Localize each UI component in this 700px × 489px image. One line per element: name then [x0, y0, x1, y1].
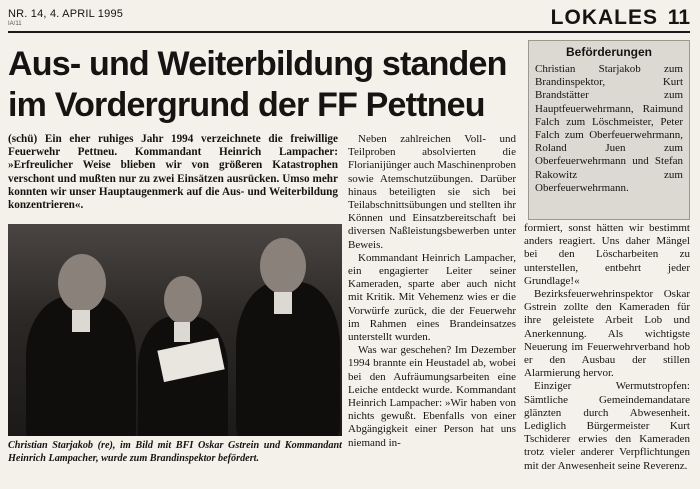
article-headline — [8, 44, 518, 126]
headline-line-2: im Vordergrund der FF Pettneu — [8, 86, 485, 124]
promotions-text: Christian Starjakob zum Brandinspektor, Kurt Brandstätter zum Hauptfeuerwehrmann, Raimund Falch zum Löschmeister, Peter Falch zum Oberfeuerwehrmann, Roland Juen zum Oberfeuerwehrmann und Stefan Rakowitz zum Oberfeuerwehrmann. — [535, 63, 683, 194]
page-code: IA/11 — [8, 21, 22, 27]
paragraph: Was war geschehen? Im Dezember 1994 brannte ein Heustadel ab, wobei bei den Aufräumungsarbeiten eine Leiche entdeckt wurde. Kommandant Heinrich Lampacher: »Wir haben von nichts gewußt. Ebenfalls von einer Abgängigkeit einer Person hat uns niemand in- — [348, 344, 516, 449]
person-right-collar — [274, 292, 292, 314]
page-number: 11 — [667, 6, 690, 29]
headline-line-1: Aus- und Weiterbildung standen — [8, 45, 507, 83]
promotions-title: Beförderungen — [565, 45, 652, 59]
paragraph: formiert, sonst hätten wir bestimmt anders reagiert. Uns daher Mängel bei den Löscharbeiten zu unterstellen, entbehrt jeder Grundlage!« — [524, 222, 690, 287]
issue-date: NR. 14, 4. APRIL 1995 — [8, 8, 124, 20]
person-middle-head — [164, 276, 202, 324]
person-left-collar — [72, 310, 90, 332]
person-left-head — [58, 254, 106, 312]
paragraph: Einziger Wermutstropfen: Sämtliche Gemeindemandatare glänzten durch Abwesenheit. Lediglich Bürgermeister Kurt Tschiderer erwies den Kameraden trotz vieler anderer Verpflichtungen mit der Anwesenheit seine Reverenz. — [524, 380, 690, 472]
header-divider — [8, 31, 690, 33]
person-middle-collar — [174, 322, 190, 342]
photo-caption: Christian Starjakob (re), im Bild mit BFI Oskar Gstrein und Kommandant Heinrich Lampacher, wurde zum Brandinspektor befördert. — [8, 440, 342, 464]
section-title: LOKALES — [550, 6, 658, 29]
promotions-box — [528, 40, 690, 220]
paragraph: Kommandant Heinrich Lampacher, ein engagierter Leiter seiner Kameraden, sparte aber auch nicht mit Kritik. Mit Vehemenz wies er die Vorwürfe zurück, die der Feuerwehr im Rahmen eines Brandeinsatzes unterstellt wurden. — [348, 251, 516, 344]
paragraph: Bezirksfeuerwehrinspektor Oskar Gstrein zollte den Kameraden für ihre geleistete Arbeit Lob und Anerkennung. Als wichtigste Neuerung im Feuerwehrverband hob er den Ausbau der stillen Alarmierung hervor. — [524, 288, 690, 380]
article-column-2 — [348, 133, 516, 485]
article-photo — [8, 224, 342, 436]
article-column-3 — [524, 222, 690, 484]
article-lead: (schü) Ein eher ruhiges Jahr 1994 verzeichnete die freiwillige Feuerwehr Pettneu. Kommandant Heinrich Lampacher: »Erfreulicher Weise blieben wir von größeren Katastrophen verschont und mußten nur zu zwei Einsätzen ausrücken. Umso mehr konnten wir unser Hauptaugenmerk auf die Aus- und Weiterbildung konzentrieren«. — [8, 133, 338, 212]
person-right-head — [260, 238, 306, 294]
paragraph: Neben zahlreichen Voll- und Teilproben absolvierten die Florianijünger auch Maschinenproben sowie Atemschutzübungen. Darüber hinaus beteiligten sie sich bei Teilabschnittsübungen und stellten ihr Können und Einsatzbereitschaft bei diversen Naßleistungsbewerben unter Beweis. — [348, 133, 516, 251]
